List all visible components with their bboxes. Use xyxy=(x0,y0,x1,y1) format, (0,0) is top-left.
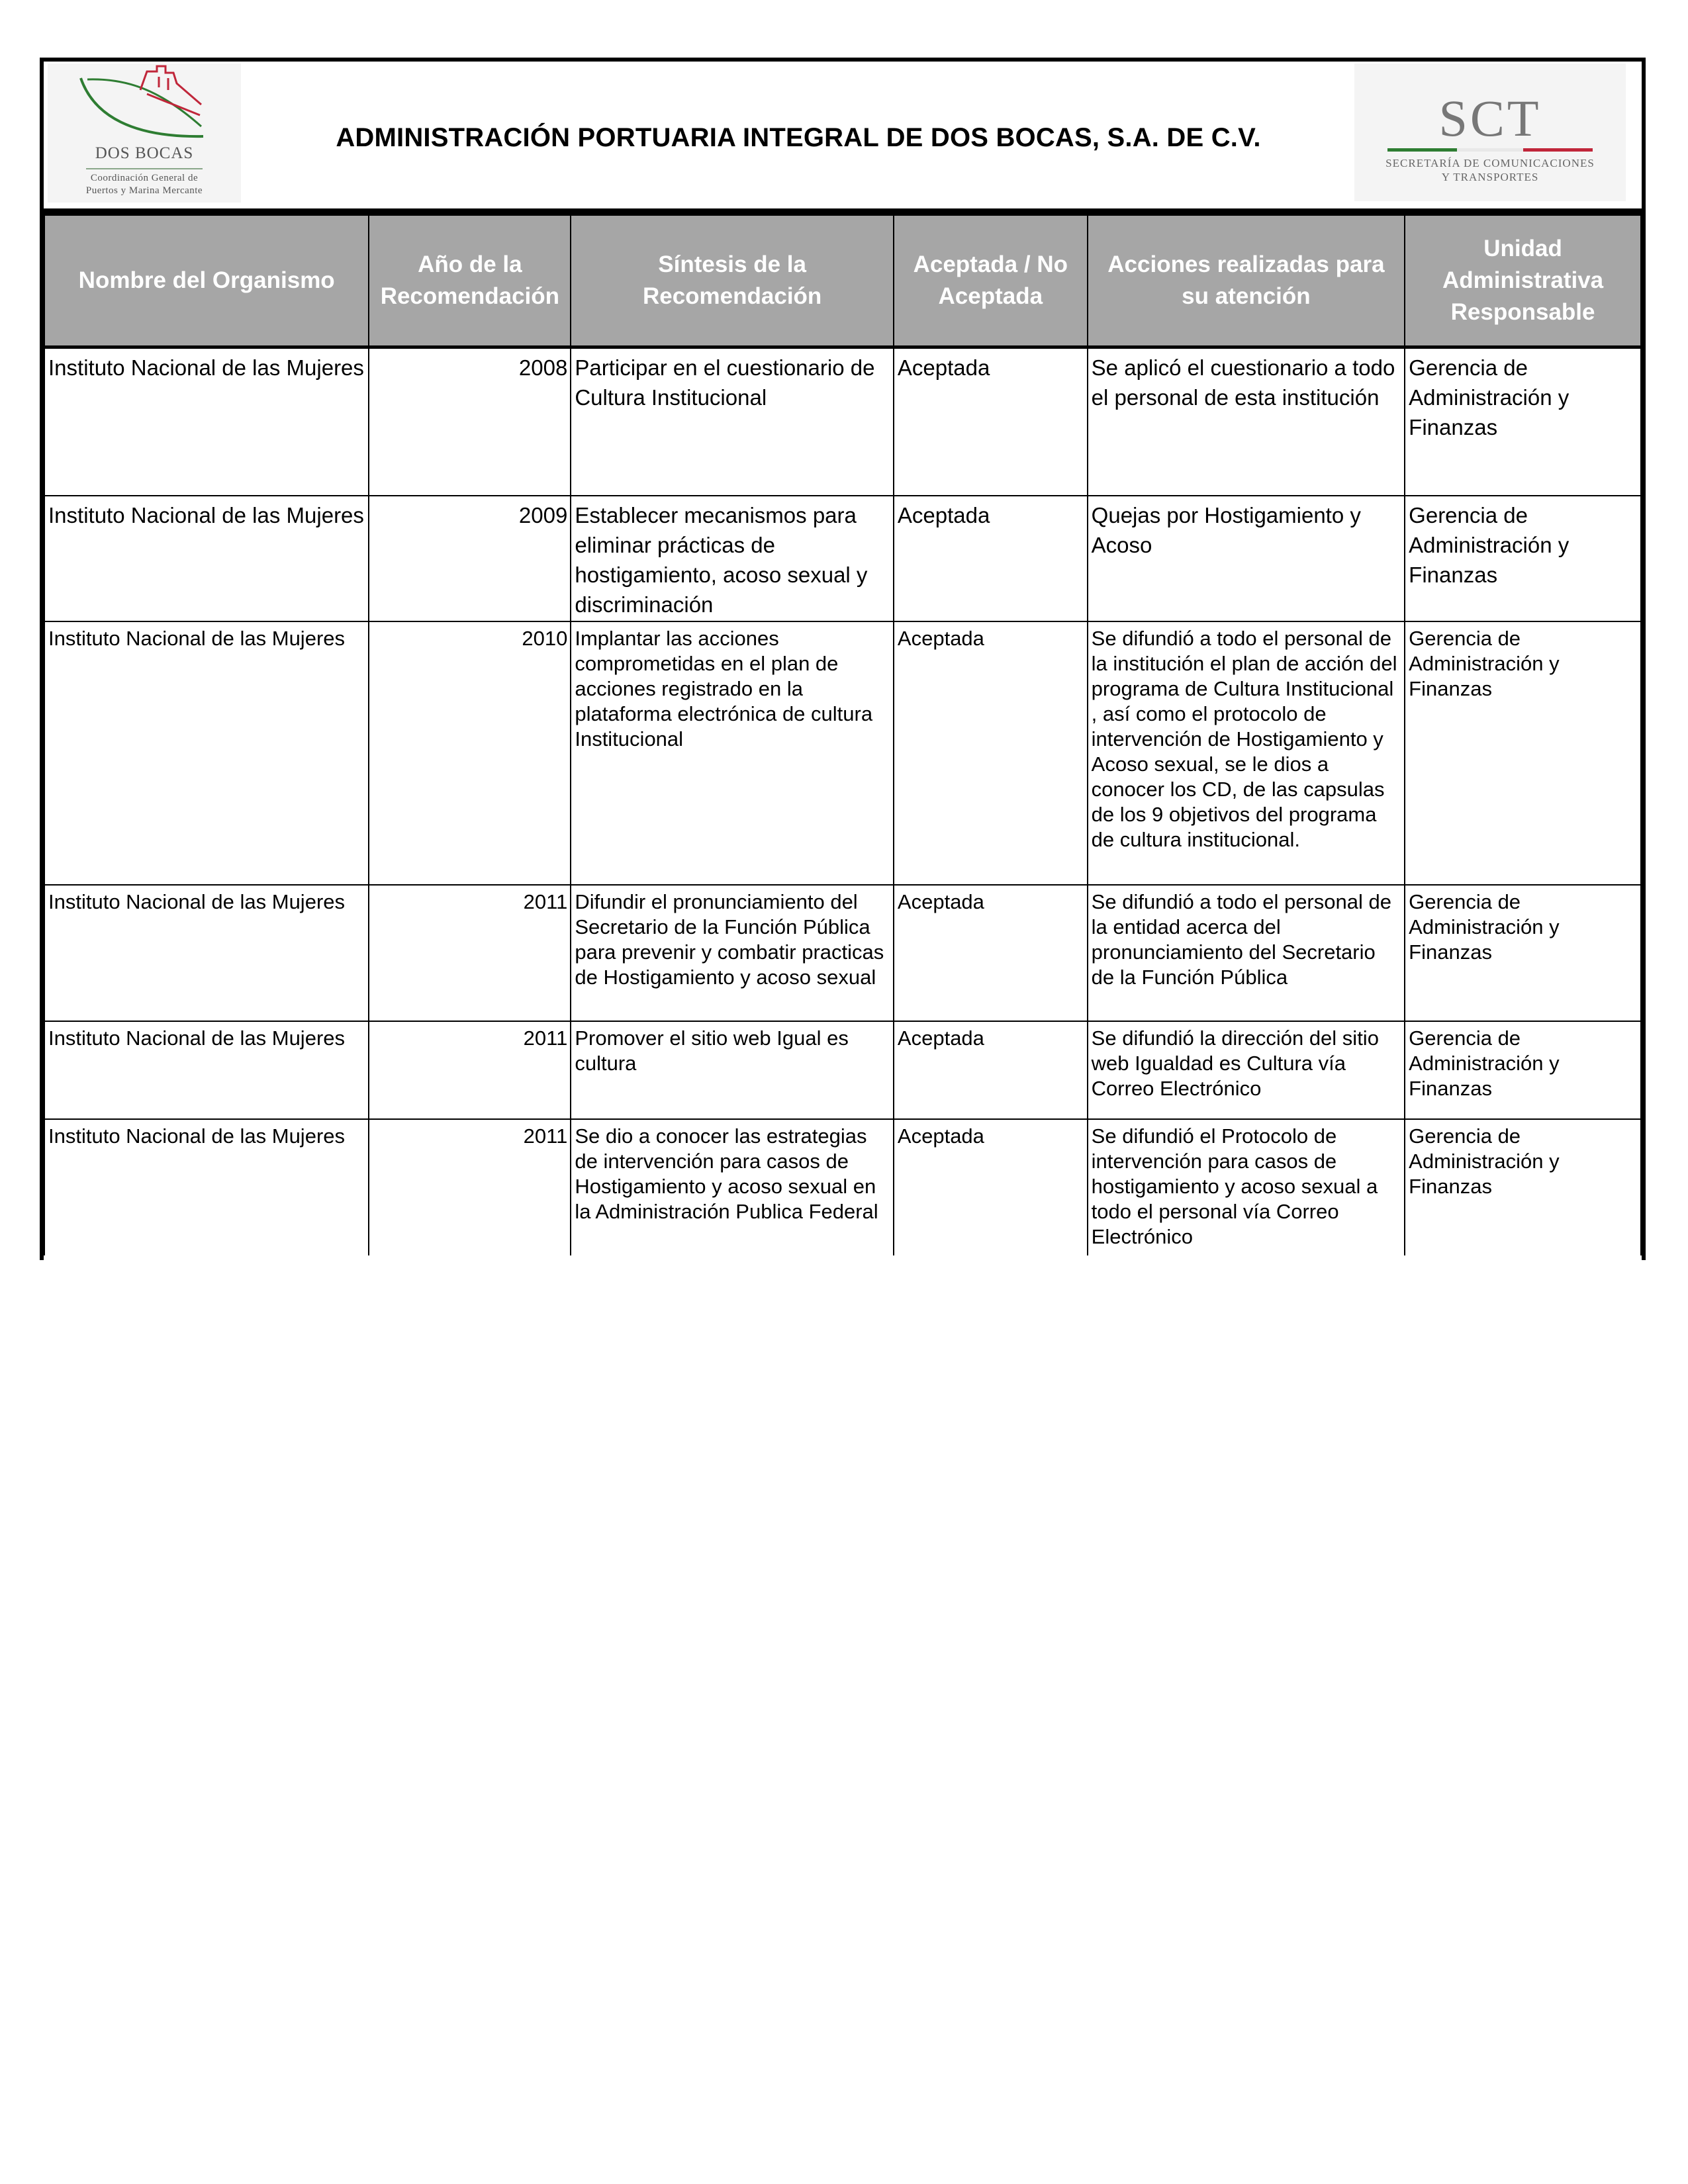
cell-aceptada: Aceptada xyxy=(894,347,1088,496)
cell-acciones: Se aplicó el cuestionario a todo el personal de esta institución xyxy=(1088,347,1405,496)
table-row xyxy=(44,621,1641,885)
dos-bocas-logo-name: DOS BOCAS xyxy=(95,144,194,162)
recommendations-table xyxy=(44,214,1642,1255)
cell-organismo: Instituto Nacional de las Mujeres xyxy=(44,1021,369,1119)
sct-logo xyxy=(1354,64,1626,201)
cell-unidad: Gerencia de Administración y Finanzas xyxy=(1405,885,1641,1021)
document-sheet xyxy=(40,58,1646,1260)
flag-stripe-icon xyxy=(1387,143,1593,146)
cell-organismo: Instituto Nacional de las Mujeres xyxy=(44,885,369,1021)
table-row xyxy=(44,1119,1641,1255)
column-header-unidad: Unidad Administrativa Responsable xyxy=(1405,215,1641,347)
table-row xyxy=(44,496,1641,621)
cell-unidad: Gerencia de Administración y Finanzas xyxy=(1405,621,1641,885)
cell-sintesis: Promover el sitio web Igual es cultura xyxy=(571,1021,894,1119)
column-header-organismo: Nombre del Organismo xyxy=(44,215,369,347)
cell-acciones: Se difundió a todo el personal de la entidad acerca del pronunciamiento del Secretario de la Función Pública xyxy=(1088,885,1405,1021)
table-row xyxy=(44,347,1641,496)
cell-unidad: Gerencia de Administración y Finanzas xyxy=(1405,496,1641,621)
column-header-acciones: Acciones realizadas para su atención xyxy=(1088,215,1405,347)
column-header-sintesis: Síntesis de la Recomendación xyxy=(571,215,894,347)
cell-unidad: Gerencia de Administración y Finanzas xyxy=(1405,1021,1641,1119)
cell-aceptada: Aceptada xyxy=(894,1021,1088,1119)
cell-anio: 2009 xyxy=(369,496,571,621)
cell-anio: 2011 xyxy=(369,1021,571,1119)
cell-sintesis: Difundir el pronunciamiento del Secretario de la Función Pública para prevenir y combatir practicas de Hostigamiento y acoso sexual xyxy=(571,885,894,1021)
cell-aceptada: Aceptada xyxy=(894,1119,1088,1255)
cell-anio: 2011 xyxy=(369,885,571,1021)
cell-aceptada: Aceptada xyxy=(894,885,1088,1021)
sct-logo-name: SCT xyxy=(1438,89,1542,147)
cell-sintesis: Se dio a conocer las estrategias de intervención para casos de Hostigamiento y acoso sexual en la Administración Publica Federal xyxy=(571,1119,894,1255)
dos-bocas-logo-subtitle xyxy=(48,172,241,197)
cell-organismo: Instituto Nacional de las Mujeres xyxy=(44,496,369,621)
table-row xyxy=(44,1021,1641,1119)
table-header-row xyxy=(44,215,1641,347)
column-header-anio: Año de la Recomendación xyxy=(369,215,571,347)
cell-anio: 2010 xyxy=(369,621,571,885)
logo-divider xyxy=(86,168,203,169)
cell-aceptada: Aceptada xyxy=(894,621,1088,885)
document-title: ADMINISTRACIÓN PORTUARIA INTEGRAL DE DOS BOCAS, S.A. DE C.V. xyxy=(336,123,1261,152)
cell-sintesis: Participar en el cuestionario de Cultura Institucional xyxy=(571,347,894,496)
table-row xyxy=(44,885,1641,1021)
sct-logo-subtitle xyxy=(1354,156,1626,184)
cell-anio: 2008 xyxy=(369,347,571,496)
cell-anio: 2011 xyxy=(369,1119,571,1255)
cell-acciones: Se difundió el Protocolo de intervención para casos de hostigamiento y acoso sexual a todo el personal vía Correo Electrónico xyxy=(1088,1119,1405,1255)
ship-icon xyxy=(48,64,241,146)
cell-organismo: Instituto Nacional de las Mujeres xyxy=(44,347,369,496)
cell-acciones: Se difundió a todo el personal de la institución el plan de acción del programa de Cultura Institucional , así como el protocolo de intervención de Hostigamiento y Acoso sexual, se le dios a conocer los CD, de las capsulas de los 9 objetivos del programa de cultura institucional. xyxy=(1088,621,1405,885)
cell-acciones: Se difundió la dirección del sitio web Igualdad es Cultura vía Correo Electrónico xyxy=(1088,1021,1405,1119)
cell-organismo: Instituto Nacional de las Mujeres xyxy=(44,1119,369,1255)
dos-bocas-logo-subtitle-line2: Puertos y Marina Mercante xyxy=(85,185,203,196)
dos-bocas-logo xyxy=(48,64,241,203)
cell-acciones: Quejas por Hostigamiento y Acoso xyxy=(1088,496,1405,621)
column-header-aceptada: Aceptada / No Aceptada xyxy=(894,215,1088,347)
cell-aceptada: Aceptada xyxy=(894,496,1088,621)
cell-sintesis: Implantar las acciones comprometidas en el plan de acciones registrado en la plataforma electrónica de cultura Institucional xyxy=(571,621,894,885)
cell-organismo: Instituto Nacional de las Mujeres xyxy=(44,621,369,885)
sct-logo-subtitle-line1: SECRETARÍA DE COMUNICACIONES xyxy=(1385,157,1595,169)
sct-logo-subtitle-line2: Y TRANSPORTES xyxy=(1441,171,1539,183)
document-header xyxy=(44,62,1642,214)
cell-sintesis: Establecer mecanismos para eliminar prácticas de hostigamiento, acoso sexual y discriminación xyxy=(571,496,894,621)
dos-bocas-logo-subtitle-line1: Coordinación General de xyxy=(90,173,199,183)
cell-unidad: Gerencia de Administración y Finanzas xyxy=(1405,1119,1641,1255)
cell-unidad: Gerencia de Administración y Finanzas xyxy=(1405,347,1641,496)
